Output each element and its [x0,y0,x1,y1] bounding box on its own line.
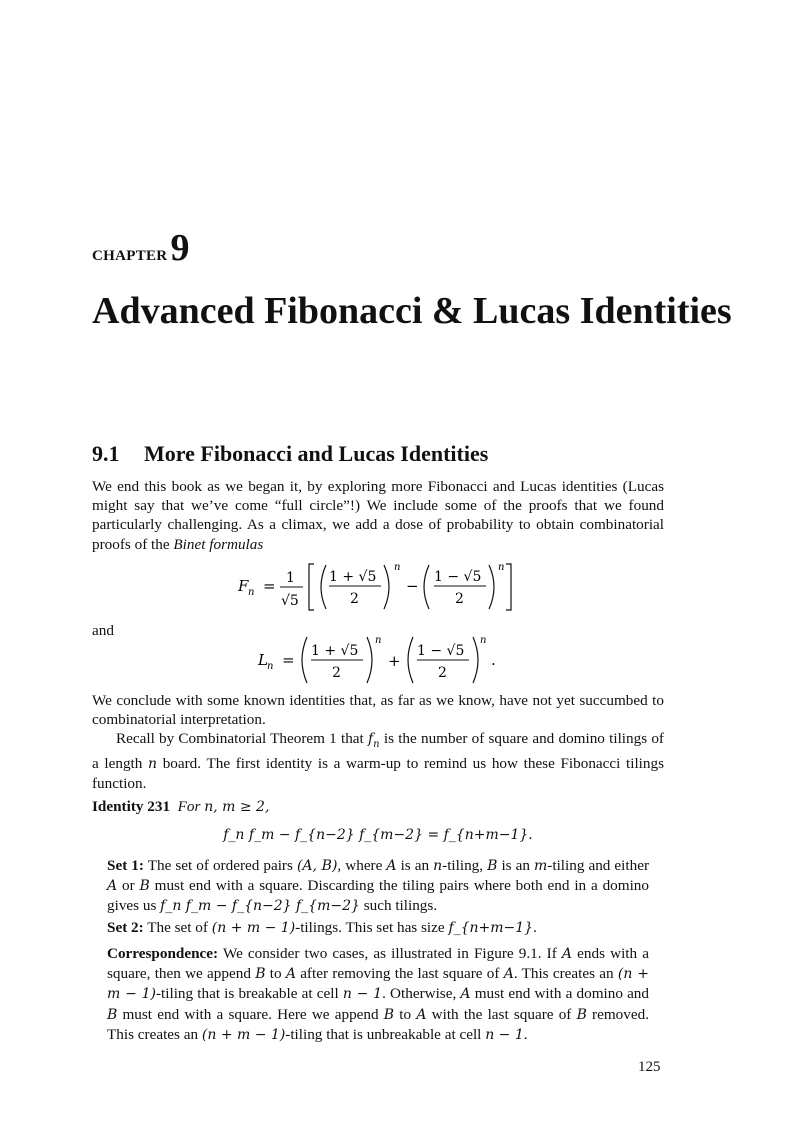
set1-pair: (A, B) [296,858,338,874]
formula-f-right-bracket [506,564,511,610]
set1-B1: B [487,858,498,874]
corr-text-e: . This creates an [513,965,618,983]
formula-f-lhs-sub: n [248,587,255,598]
formula-l-eq: = [282,651,295,669]
set1-A1: A [386,858,397,874]
correspondence-label: Correspondence: [107,945,219,962]
set2-text-a: The set of [143,919,212,936]
formula-f-plus-num: 1 + √5 [329,569,377,585]
chapter-heading [92,226,189,270]
formula-l-right-paren-1 [367,637,372,683]
formula-f-exp-1: n [394,562,401,573]
section-title: More Fibonacci and Lucas Identities [144,441,489,466]
formula-l-left-paren-2 [408,637,413,683]
corr-B3: B [383,1006,395,1023]
recall-text-c: board. The first identity is a warm-up to remind us how these Fibonacci tilings function. [92,755,665,793]
recall-paragraph [92,729,664,793]
binet-term: Binet formulas [173,535,264,553]
set1-text-c: is an [396,857,434,874]
set1-text-b: , where [337,857,387,874]
formula-l-lhs-sub: n [267,661,274,672]
identity-label: Identity 231 [92,798,171,815]
corr-text-f: -tiling that is breakable at cell [155,985,343,1003]
corr-text-a: We consider two cases, as illustrated in Figure 9.1. If [218,945,562,962]
set2-text-b: -tilings. This set has size [295,919,449,936]
corr-text-d: after removing the last square of [295,965,504,983]
formula-l-lhs: L [258,651,268,669]
binet-formula-f [230,558,530,616]
formula-f-one: 1 [286,570,295,586]
corr-A2: A [285,966,296,983]
corr-text-h: must end with a domino and [470,985,649,1003]
corr-B4: B [576,1006,587,1023]
section-number: 9.1 [92,441,120,466]
formula-f-left-paren-1 [321,565,326,609]
corr-expr1: (n + m − 1) [107,966,649,1003]
corr-expr2: (n + m − 1) [201,1026,286,1043]
formula-l-right-paren-2 [473,637,478,683]
corr-cell1: n − 1 [342,986,383,1003]
corr-text-g: . Otherwise, [382,985,461,1003]
chapter-title: Advanced Fibonacci & Lucas Identities [92,290,732,332]
formula-f-two-1: 2 [350,591,359,607]
set1-text-e: is an [497,857,535,874]
set1-B2: B [139,878,150,895]
corr-text-k: with the last square of [426,1005,577,1023]
formula-f-sqrt5: √5 [281,593,299,609]
formula-l-plus: + [388,652,401,670]
recall-fn-base: f [367,731,374,747]
recall-fn-sub: n [373,738,380,750]
binet-formula-l [250,627,510,687]
set1-text-g: or [117,877,140,895]
set1-text-d: -tiling, [442,857,488,874]
identity-equation [92,826,664,844]
set2-text-c: . [533,919,537,936]
corr-text-j: to [394,1005,417,1023]
set1-expr: f_n f_m − f_{n−2} f_{m−2} [160,898,360,915]
set1-A2: A [107,878,118,895]
corr-text-m: -tiling that is unbreakable at cell [285,1025,486,1043]
formula-f-minus-num: 1 − √5 [434,569,482,585]
formula-f-left-bracket [309,564,314,610]
corr-B1: B [255,966,266,983]
formula-l-two-2: 2 [438,665,447,681]
formula-f-two-2: 2 [455,591,464,607]
corr-text-b: ends with a square, then we append [107,945,649,983]
set1-block [107,856,649,917]
chapter-number: 9 [170,227,190,269]
set2-expr: (n + m − 1) [211,920,296,936]
formula-l-two-1: 2 [332,665,341,681]
formula-f-right-paren-1 [384,565,389,609]
corr-B2: B [107,1006,118,1023]
formula-f-left-paren-2 [424,565,429,609]
formula-f-lhs: F [238,577,249,595]
corr-text-c: to [265,965,286,983]
formula-l-exp-2: n [480,635,487,646]
formula-l-minus-num: 1 − √5 [417,643,465,659]
correspondence-block [107,944,649,1045]
recall-text-a: Recall by Combinatorial Theorem 1 that [116,730,368,747]
corr-text-i: must end with a square. Here we append [117,1005,384,1023]
corr-cell2: n − 1 [485,1026,524,1043]
set1-n1: n [433,858,443,874]
set2-size: f_{n+m−1} [448,920,534,936]
recall-n: n [148,756,158,772]
set1-m1: m [534,858,548,874]
identity-equation-text: f_n f_m − f_{n−2} f_{m−2} = f_{n+m−1}. [223,827,533,843]
page-number: 125 [638,1059,661,1075]
and-word: and [92,622,114,639]
identity-condition-text: For [177,798,205,815]
corr-A5: A [416,1006,427,1023]
corr-text-n: . [523,1025,528,1043]
recall-fn [367,731,380,750]
formula-f-minus: − [406,577,419,595]
set1-text-h: must end with a square. Discarding the tiling pairs where both end in a domino gives us [107,877,649,915]
intro-paragraph [92,477,664,554]
set1-text-a: The set of ordered pairs [143,857,297,874]
formula-f-eq: = [263,577,276,595]
set1-text-f: -tiling and either [547,857,650,874]
formula-f-exp-2: n [498,562,505,573]
formula-l-plus-num: 1 + √5 [311,643,359,659]
formula-l-exp-1: n [375,635,382,646]
corr-A3: A [503,966,514,983]
set1-text-i: such tilings. [359,897,438,915]
formula-l-period: . [491,651,496,669]
set2-label: Set 2: [107,919,144,936]
chapter-word: CHAPTER [92,248,168,264]
conclusion-paragraph: We conclude with some known identities that, as far as we know, have not yet succumbed to combinatorial interpretation. [92,692,664,729]
corr-text-l: removed. This creates an [107,1005,649,1043]
corr-A4: A [460,986,471,1003]
intro-text: We end this book as we began it, by exploring more Fibonacci and Lucas identities (Lucas might say that we’ve come “full circle”!) We include some of the proofs that we found particularly challenging. As a climax, we add a dose of probability to obtain combinatorial proofs of the [92,478,664,553]
set2-block [107,918,649,938]
formula-f-right-paren-2 [489,565,494,609]
identity-condition-math: n, m ≥ 2, [204,799,270,815]
section-heading [92,441,488,467]
identity-statement [92,797,664,817]
recall-text-b: is the number of square and domino tilings of a length [92,730,664,772]
set1-label: Set 1: [107,857,144,874]
corr-A1: A [561,946,573,962]
formula-l-left-paren-1 [302,637,307,683]
